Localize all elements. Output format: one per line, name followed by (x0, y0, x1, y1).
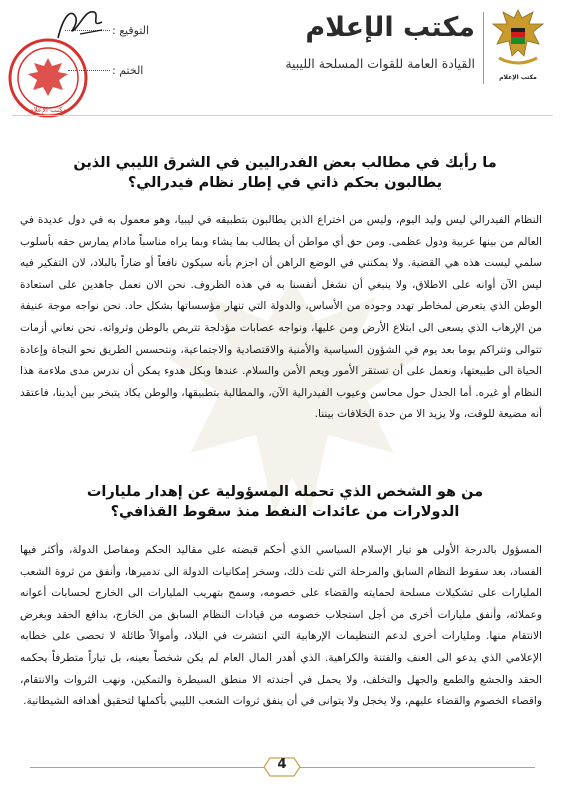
answer-paragraph: المسؤول بالدرجة الأولى هو تيار الإسلام السياسي الذي أحكم قبضته على مقاليد الحكم ومفاصل الدولة، وأكثر فيها الفساد، بعد سقوط النظام السابق والمرحلة التي تلت ذلك، وسخر إمكانيات الدولة الى تدميرها، وأنفق من ثروة الشعب المليارات على تشكيلات مسلحة لحمايته والقضاء على خصومه، وسمح بتهريب المليارات الى الخارج لحسابات أعوانه وعملائه، وأنفق مليارات أخرى من أجل استجلاب خصومه من قيادات النظام السابق من الخارج، بدافع الحقد وبغرض الانتقام منها. ومليارات أخرى لدعم التنظيمات الإرهابية التي انتشرت في البلاد، وأموالاً طائلة لا تحصى على خطابه الإعلامي الذي يدعو الى العنف والفتنة والكراهية. الذي أهدر المال العام لم يكن شخصاً بعينه، بل تياراً متطرفاً يحكمه الحقد والجشع والطمع والجهل والتخلف، ولا يحمل في أجندته الا منطق السيطرة والتمكين، ونهب الثروات والانتقام، واقصاء الخصوم والقضاء عليهم، ولا يخجل ولا يتوانى في أن ينفق ثروات الشعب الليبي بأكملها لتحقيق أهدافه الشيطانية. (20, 544, 542, 708)
stamp-label: الختم : (112, 64, 144, 77)
office-title: مكتب الإعلام (305, 12, 475, 43)
office-subtitle: القيادة العامة للقوات المسلحة الليبية (285, 56, 475, 71)
eagle-emblem-icon (489, 6, 547, 76)
handwritten-signature (50, 4, 110, 44)
emblem-caption: مكتب الإعلام (499, 74, 537, 81)
official-stamp (6, 36, 90, 120)
question-heading: من هو الشخص الذي تحمله المسؤولية عن إهدار مليارات الدولارات من عائدات النفط منذ سقوط القذافي؟ (86, 484, 484, 520)
signature-label: التوقيع : (112, 24, 150, 37)
stamp-text: مكتب الإعلام (29, 106, 67, 114)
page-number: 4 (277, 757, 287, 772)
header-divider (483, 12, 484, 84)
answer-paragraph: النظام الفيدرالي ليس وليد اليوم، وليس من اختراع الذين يطالبون بتطبيقه في ليبيا، وهو معمول به في دول عديدة في العالم من بينها عربية ودول عظمى. ومن حق أي مواطن أن يطالب بما يشاء وبما يراه مناسباً مادام يمارس حقه بأسلوب سلمي ليست هذه هي القضية. ولا يمكنني في الوضع الراهن أن اجزم بأنه سيكون نافعاً أو ضاراً بالبلاد، لان التفكير فيه ليس الآن أوانه على الاطلاق، ولا ينبغي أن نشغل أنفسنا به في هذه الظروف. نحن الان نعمل جاهدين على استعادة الوطن الذي يتعرض لمخاطر تهدد وجوده من الأساس، والدولة التي تنهار مؤسساتها بشكل حاد. نحن نواجه موجة عنيفة من الإرهاب الذي يسعى الى ابتلاع الأرض ومن عليها، ونواجه عصابات مؤدلجة تتربص بالوطن وثرواته. نحن نعاني أزمات تتوالى وتتراكم يوما بعد يوم في الشؤون السياسية والأمنية والاقتصادية والاجتماعية، ونتحسس الطريق نحو النجاة وإعادة الحياة الى طبيعتها، ونعمل على أن تستقر الأمور ويعم الأمن والسلام. عندها وبكل هدوء يمكن أن ندرس مدى ملاءمة هذا النظام أو غيره. أما الجدل حول محاسن وعيوب الفيدرالية الآن، والمطالبة بتطبيقها، والوطن يكاد يتبخر بين أيدينا، فاعتقد أنه مضيعة للوقت، ولا يزيد الا من حدة الخلافات بيننا. (20, 214, 542, 421)
question-heading: ما رأيك في مطالب بعض الفدراليين في الشرق الليبي الذين يطالبون بحكم ذاتي في إطار نظام فيدرالي؟ (73, 155, 497, 191)
letterhead (0, 0, 565, 114)
header-rule (12, 115, 553, 116)
